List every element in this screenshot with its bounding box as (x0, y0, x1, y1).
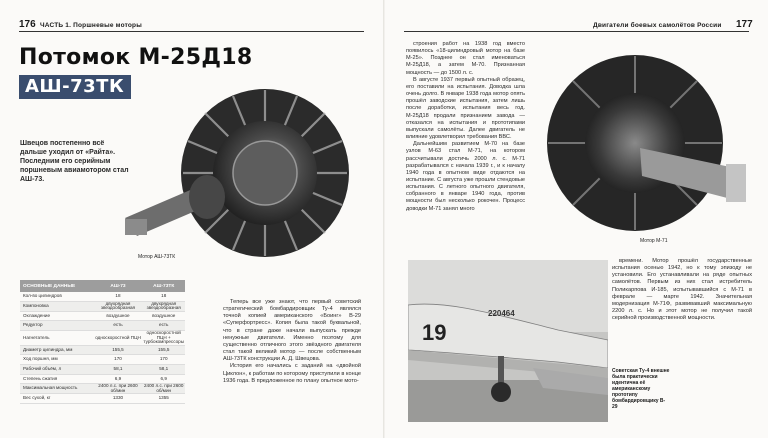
left-page-number: 176 (19, 19, 36, 30)
right-running-head: Двигатели боевых самолётов России (593, 22, 722, 29)
table-cell: 170 (142, 355, 185, 365)
paragraph: Дальнейшим развитием М-70 на базе узлов М-63 стал М-71, на котором рассчитывали достичь 2000 л. с. М-71 разрабатывался с начала 1939 г., и к началу 1940 года в опытном виде отдаются на испытание. С августа уже прошли стендовые испытания. С летного опытного двигателя, собранного в январе 1940 года, против мощности был несколько рокочен. Процесс доводки М-71 занял много (406, 141, 525, 212)
table-cell: 18 (94, 292, 143, 301)
specs-table (20, 280, 185, 404)
left-running-head: ЧАСТЬ 1. Поршневые моторы (40, 22, 142, 29)
paragraph: времени. Мотор прошёл государственные испытания осенью 1942, но к тому эпизоду не установили. Его устанавливали на ряде опытных самолётов. Первым из них стал истребитель Поликарпова И-185, испытывавшийся с М-71 в феврале — марте 1942. Значительная модернизация М-71Ф, развивавший максимальную 2200 л. с. Но и этот мотор не получил такой серийной производственной мощности. (612, 258, 752, 322)
text-column-bottom-right (612, 258, 752, 364)
table-cell: 155,5 (94, 345, 143, 355)
caption-left-engine: Мотор АШ-73ТК (138, 254, 176, 260)
table-row (20, 364, 185, 374)
table-row (20, 355, 185, 365)
article-lead: Швецов постепенно всё дальше уходил от «Райта». Последним его серийным поршневым авиамотором стал АШ-73. (20, 140, 129, 183)
engine-photo-m71 (530, 48, 752, 244)
table-cell: есть (142, 321, 185, 331)
svg-text:19: 19 (422, 320, 447, 345)
paragraph: В августе 1937 первый опытный образец, его поставили на испытания. Доводка шла очень долго. В январе 1938 года мотор опять прошёл заводские испытания, затем лишь после доработки, испытания весь год. М-25Д18 продали признанием завода — отказался на испытания и прототипами выпускали самолёты. Далее двигатель не влияние удовлетворил требования ВВС. (406, 76, 525, 141)
text-column-middle-left (223, 299, 361, 425)
table-cell: односкоростной ПЦН + турбокомпрессоры (143, 329, 184, 345)
table-cell: Кол-во цилиндров (20, 292, 94, 301)
table-cell: односкоростной ПЦН (94, 330, 143, 345)
specs-table-header-row (20, 280, 185, 292)
table-cell: 1330 (94, 394, 143, 404)
paragraph: История его начались с заданий на «двойной Циклон», к работам по которому приступили в конце 1936 года. В предложенное по плану опытное мото- (223, 363, 361, 384)
gutter (383, 0, 385, 438)
table-cell: 58,1 (142, 364, 185, 374)
table-row (20, 330, 185, 345)
table-cell: Ход поршня, мм (20, 355, 94, 365)
article-title-badge: АШ-73ТК (19, 75, 131, 99)
table-cell: Рабочий объём, л (20, 364, 94, 374)
caption-bomber-photo: Советская Ту-4 внешне была практически идентична её американскому прототипу бомбардировщику B-29 (612, 368, 670, 410)
paragraph: строения работ на 1938 год вместо появилось «18-цилиндровый мотор на базе М-25». Позднее он стал именоваться М-25Д18, а затем М-70. Признанная мощность — до 1500 л. с. (406, 41, 525, 76)
table-cell: воздушное (94, 311, 143, 321)
table-cell: 58,1 (94, 364, 143, 374)
bomber-photo (408, 260, 608, 422)
table-row (20, 292, 185, 301)
table-row (20, 301, 185, 311)
table-row (20, 384, 185, 394)
table-cell: Компоновка (20, 301, 94, 311)
table-cell: есть (94, 321, 143, 331)
table-cell: 2400 л.с. при 2600 об/мин (94, 384, 143, 394)
svg-text:220464: 220464 (488, 309, 515, 318)
table-cell: Диаметр цилиндра, мм (20, 345, 94, 355)
right-page-number: 177 (736, 19, 753, 30)
specs-table-container (20, 280, 185, 404)
specs-header-cell: АШ-73 (94, 280, 143, 292)
table-cell: Степень сжатия (20, 374, 94, 384)
specs-header-cell: ОСНОВНЫЕ ДАННЫЕ (20, 280, 94, 292)
engine-photo-ash73tk (125, 78, 360, 263)
table-cell: Нагнетатель (20, 330, 94, 345)
table-cell: воздушное (142, 311, 185, 321)
right-header-rule (404, 31, 749, 32)
table-row (20, 345, 185, 355)
table-row (20, 311, 185, 321)
specs-header-cell: АШ-73ТК (142, 280, 185, 292)
table-cell: 6,9 (142, 374, 185, 384)
table-cell: 155,5 (142, 345, 185, 355)
paragraph: Теперь все уже знают, что первый советский стратегический бомбардировщик Ту-4 являлся точной копией американского «Боинг» B-29 «Суперфортресс». Копия была такой буквальной, что в стране даже начали выпускать прежде ненужные двигатели. Именно поэтому для существенно отличного этого звёздного двигателя стал такой великий мотор — после собственным АШ-73ТК конструкции А. Д. Швецова. (223, 299, 361, 363)
left-header-rule (19, 31, 364, 32)
table-cell: 2400 л.с. при 2600 об/мин (144, 383, 184, 393)
text-column-right-top (406, 41, 525, 246)
table-row (20, 394, 185, 404)
table-cell: двухрядная звездообразная (142, 301, 185, 311)
table-cell: 18 (142, 292, 185, 301)
table-cell: 170 (94, 355, 143, 365)
table-cell: 1355 (142, 394, 185, 404)
article-title: Потомок М-25Д18 (19, 45, 253, 70)
table-cell: Редуктор (20, 321, 94, 331)
table-cell: двухрядная звездообразная (94, 301, 143, 311)
table-cell: 6,9 (94, 374, 143, 384)
caption-right-engine: Мотор М-71 (640, 238, 668, 244)
table-cell: Вес сухой, кг (20, 394, 94, 404)
table-cell: Охлаждение (20, 311, 94, 321)
table-cell: Максимальная мощность (20, 384, 94, 394)
